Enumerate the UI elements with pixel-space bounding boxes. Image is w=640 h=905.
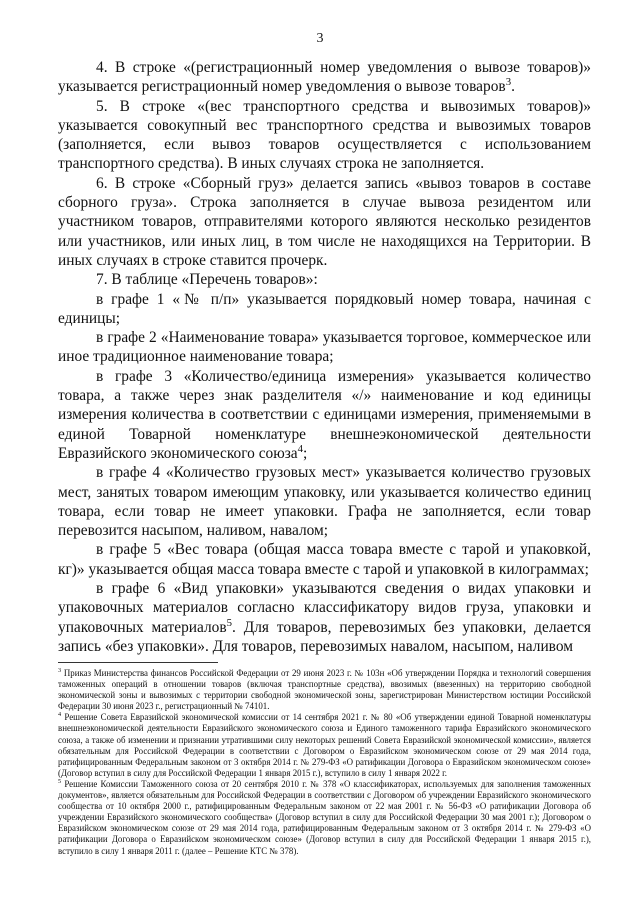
page-number: 3 [316,31,324,46]
footnote-ref: 4 [297,442,304,455]
paragraph-column-2: в графе 2 «Наименование товара» указывается торговое, коммерческое или иное традиционное наименование товара; [58,329,591,366]
paragraph-column-5: в графе 5 «Вес товара (общая масса товара вместе с тарой и упаковкой, кг)» указывается общая масса товара вместе с тарой и упаковкой в килограммах; [58,541,591,578]
footnote-ref: 3 [505,76,512,89]
footnotes [58,668,591,857]
footnote-3: $^3$ Приказ Министерства финансов Российской Федерации от 29 июня 2023 г. № 103н «Об утверждении Порядка и технологий совершения таможенных операций в отношении товаров (включая транспортные средства), ввозимых (ввезенных) на территорию свободной экономической зоны и вывозимых с территории свободной экономической зоны, зарегистрирован Министерством юстиции Российской Федерации 30 июня 2023 г., регистрационный № 74101. [58,667,591,712]
footnote-separator [58,662,218,663]
paragraph-item-4: 4. В строке «(регистрационный номер уведомления о вывозе товаров)» указывается регистрационный номер уведомления о вывозе товаров$^3$. [58,59,591,96]
paragraph-item-6: 6. В строке «Сборный груз» делается запись «вывоз товаров в составе сборного груза». Строка заполняется в случае вывоза резидентом или участником товаров, отправителями которого являются несколько резидентов или участников, или иных лиц, в том числе не находящихся на Территории. В иных случаях в строке ставится прочерк. [58,174,591,269]
body-text [58,58,591,656]
paragraph-item-5: 5. В строке «(вес транспортного средства и вывозимых товаров)» указывается совокупный вес транспортного средства и вывозимых товаров (заполняется, если вывоз товаров осуществляется с использованием транспортного средства). В иных случаях строка не заполняется. [58,97,591,173]
footnote-5: $^5$ Решение Комиссии Таможенного союза от 20 сентября 2010 г. № 378 «О классификаторах, используемых для заполнения таможенных документов», является обязательным для Российской Федерации в соответствии с Договором об учреждении Евразийского экономического сообщества от 10 октября 2000 г., ратифицированным Федеральным законом от 22 мая 2001 г. № 56-ФЗ «О ратификации Договора об учреждении Евразийского экономического сообщества» (Договор вступил в силу для Российской Федерации 30 мая 2001 г.); Договором о Евразийском экономическом союзе от 29 мая 2014 года, ратифицированным Федеральным законом от 3 октября 2014 г. № 279-ФЗ «О ратификации Договора о Евразийском экономическом союзе» (Договор вступил в силу для Российской Федерации 1 января 2015 г.), вступило в силу 1 января 2011 г. (далее – Решение КТС № 378). [58,777,592,856]
paragraph-column-4: в графе 4 «Количество грузовых мест» указывается количество грузовых мест, занятых товаром имеющим упаковку, или указывается количество единиц товара, если товар не имеет упаковки. Графа не заполняется, если товар перевозится насыпом, наливом, навалом; [58,464,591,540]
footnote-ref: 5 [226,616,233,629]
paragraph-column-3: в графе 3 «Количество/единица измерения» указывается количество товара, а также через знак разделителя «/» наименование и код единицы измерения количества в соответствии с единицами измерения, применяемыми в единой Товарной номенклатуре внешнеэкономической деятельности Евразийского экономического союза$^4$; [58,367,591,462]
footnote-4: $^4$ Решение Совета Евразийской экономической комиссии от 14 сентября 2021 г. № 80 «Об утверждении единой Товарной номенклатуры внешнеэкономической деятельности Евразийского экономического союза и Единого таможенного тарифа Евразийского экономического союза, а также об изменении и признании утратившими силу некоторых решений Совета Евразийской экономической комиссии», является обязательным для Российской Федерации в соответствии с Договором о Евразийском экономическом союзе от 29 мая 2014 года, ратифицированным Федеральным законом от 3 октября 2014 г. № 279-ФЗ «О ратификации Договора о Евразийском экономическом союзе» (Договор вступил в силу для Российской Федерации 1 января 2015 г.), вступило в силу 1 января 2022 г. [58,711,592,778]
paragraph-item-7: 7. В таблице «Перечень товаров»: [96,271,318,289]
paragraph-column-6: в графе 6 «Вид упаковки» указываются сведения о видах упаковки и упаковочных материалов согласно классификатору видов груза, упаковки и упаковочных материалов$^5$. Для товаров, перевозимых без упаковки, делается запись «без упаковки». Для товаров, перевозимых навалом, насыпом, наливом [58,580,592,655]
paragraph-column-1: в графе 1 «№ п/п» указывается порядковый номер товара, начиная с единицы; [58,290,591,327]
